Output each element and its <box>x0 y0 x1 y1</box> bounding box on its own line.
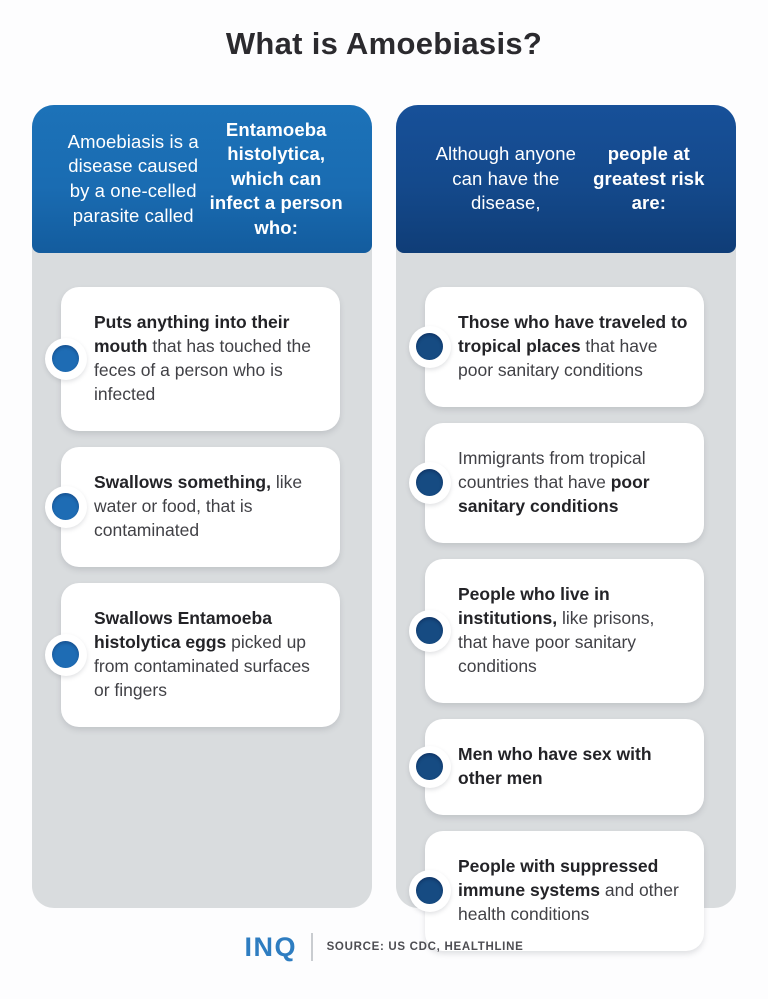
footer-divider <box>311 933 313 961</box>
panel-causes-header: Amoebiasis is a disease caused by a one-celled parasite called Entamoeba histolytica, which can infect a person who: <box>32 105 372 253</box>
source-attribution: SOURCE: US CDC, HEALTHLINE <box>326 941 524 953</box>
footer <box>0 933 768 961</box>
info-card-text: People who live in institutions, like prisons, that have poor sanitary conditions <box>458 583 655 676</box>
panel-risk-groups-cards <box>396 253 736 951</box>
info-card <box>425 719 704 815</box>
info-card <box>61 447 340 567</box>
panel-causes <box>32 105 372 908</box>
info-card <box>425 559 704 703</box>
bullet-dot-icon <box>416 877 443 904</box>
panel-causes-cards <box>32 253 372 727</box>
info-card <box>61 583 340 727</box>
info-card-text: Immigrants from tropical countries that have poor sanitary conditions <box>458 447 650 516</box>
info-card-text: Men who have sex with other men <box>458 743 652 788</box>
info-card-text: Swallows something, like water or food, that is contaminated <box>94 471 303 540</box>
page-title: What is Amoebiasis? <box>225 26 543 61</box>
info-card-text: Those who have traveled to tropical places that have poor sanitary conditions <box>458 312 688 380</box>
panels-container <box>32 105 736 924</box>
panel-risk-groups <box>396 105 736 924</box>
info-card-text: Puts anything into their mouth that has touched the feces of a person who is infected <box>94 312 311 404</box>
info-card <box>425 423 704 543</box>
bullet-dot-icon <box>416 753 443 780</box>
info-card <box>61 287 340 431</box>
inq-logo: INQ <box>244 931 298 962</box>
panel-risk-groups-header: Although anyone can have the disease, people at greatest risk are: <box>396 105 736 253</box>
info-card-text: People with suppressed immune systems and other health conditions <box>458 855 679 924</box>
info-card <box>425 287 704 407</box>
info-card-text: Swallows Entamoeba histolytica eggs picked up from contaminated surfaces or fingers <box>94 607 310 700</box>
